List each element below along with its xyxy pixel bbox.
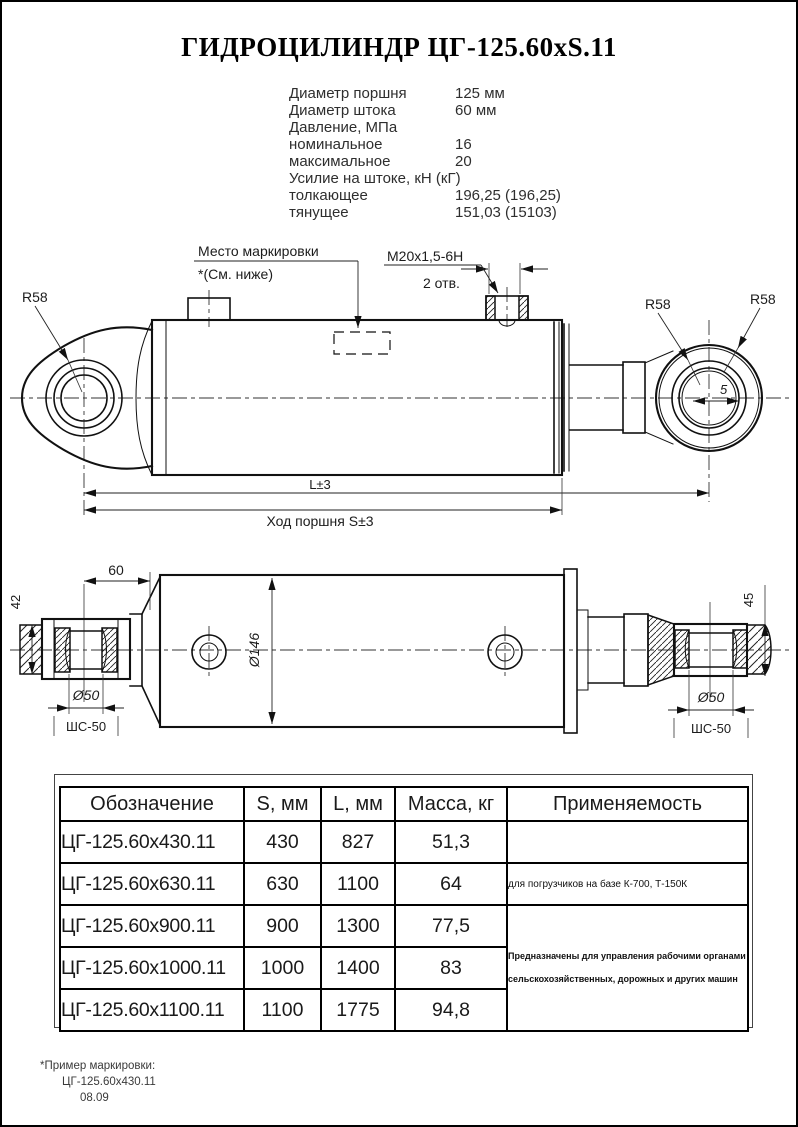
- cell-stroke: 900: [244, 905, 321, 947]
- upper-side-view: [10, 243, 792, 529]
- radius-label-mid: R58: [645, 296, 671, 312]
- spec-value: 60 мм: [455, 102, 497, 119]
- spec-label: Давление, МПа: [289, 119, 398, 136]
- cell-length: 1400: [321, 947, 395, 989]
- dim-45-label: 45: [741, 592, 756, 608]
- dim-5-label: 5: [720, 382, 728, 397]
- annotations: [22, 243, 776, 392]
- length-dimensions: [84, 477, 709, 529]
- rod-eye: [656, 345, 762, 451]
- table-row: [60, 821, 748, 863]
- dia-50-left-label: Ø50: [72, 687, 100, 703]
- bearing-right-label: ШС-50: [690, 721, 732, 736]
- col-header-stroke: S, мм: [244, 787, 321, 821]
- spec-label: Усилие на штоке, кН (кГ): [289, 170, 461, 187]
- cell-mass: 64: [395, 863, 507, 905]
- thread-spec-label: М20х1,5-6Н: [387, 248, 464, 264]
- cell-applicability-loaders: для погрузчиков на базе К-700, Т-150К: [507, 863, 748, 905]
- cell-length: 827: [321, 821, 395, 863]
- cell-length: 1300: [321, 905, 395, 947]
- cell-stroke: 430: [244, 821, 321, 863]
- marking-example-code: ЦГ-125.60х430.11: [62, 1076, 156, 1088]
- spec-label: Диаметр штока: [289, 102, 396, 119]
- cell-designation: ЦГ-125.60х430.11: [60, 821, 244, 863]
- marking-example-title: *Пример маркировки:: [40, 1060, 156, 1072]
- spec-value: 20: [455, 153, 472, 170]
- dim-42-label: 42: [8, 594, 23, 610]
- table-header-row: [60, 787, 748, 821]
- threaded-oil-port: [461, 263, 548, 326]
- cell-mass: 83: [395, 947, 507, 989]
- cell-designation: ЦГ-125.60х1100.11: [60, 989, 244, 1031]
- spec-value: 151,03 (15103): [455, 204, 557, 221]
- spec-label: номинальное: [289, 136, 383, 153]
- marking-place-label: Место маркировки: [198, 243, 319, 259]
- spec-label: Диаметр поршня: [289, 85, 407, 102]
- barrel-section: [160, 575, 564, 727]
- lower-section-view: [8, 562, 790, 738]
- spec-value: 125 мм: [455, 85, 505, 102]
- page-title: ГИДРОЦИЛИНДР ЦГ-125.60хS.11: [181, 32, 617, 62]
- cell-designation: ЦГ-125.60х1000.11: [60, 947, 244, 989]
- cylinder-barrel: [152, 298, 569, 475]
- radius-label-left: R58: [22, 289, 48, 305]
- dim-60-label: 60: [108, 562, 124, 578]
- centerlines: [10, 287, 792, 516]
- rod-eye-section: [564, 569, 771, 733]
- col-header-length: L, мм: [321, 787, 395, 821]
- see-below-note: *(См. ниже): [198, 266, 273, 282]
- cell-applicability-empty: [507, 821, 748, 863]
- col-header-mass: Масса, кг: [395, 787, 507, 821]
- spec-value: 196,25 (196,25): [455, 187, 561, 204]
- dim-l-label: L±3: [309, 477, 331, 492]
- col-header-designation: Обозначение: [60, 787, 244, 821]
- bearing-left-label: ШС-50: [65, 719, 107, 734]
- spec-label: максимальное: [289, 153, 391, 170]
- marking-example: [40, 1058, 156, 1106]
- cell-stroke: 1000: [244, 947, 321, 989]
- table-row: [60, 905, 748, 947]
- cell-applicability-merged: Предназначены для управления рабочими органами сельскохозяйственных, дорожных и других машин: [507, 905, 748, 1031]
- spec-label: толкающее: [289, 187, 368, 204]
- holes-count-label: 2 отв.: [423, 275, 460, 291]
- dia-50-right-label: Ø50: [697, 689, 725, 705]
- cell-mass: 51,3: [395, 821, 507, 863]
- cell-mass: 94,8: [395, 989, 507, 1031]
- cell-stroke: 1100: [244, 989, 321, 1031]
- table-row: [60, 863, 748, 905]
- dia-146-label: Ø146: [246, 632, 262, 668]
- cell-mass: 77,5: [395, 905, 507, 947]
- marking-example-date: 08.09: [80, 1092, 109, 1104]
- cell-length: 1775: [321, 989, 395, 1031]
- model-table: [59, 786, 749, 1032]
- cell-designation: ЦГ-125.60х630.11: [60, 863, 244, 905]
- cell-length: 1100: [321, 863, 395, 905]
- cell-designation: ЦГ-125.60х900.11: [60, 905, 244, 947]
- piston-stroke-label: Ход поршня S±3: [266, 513, 374, 529]
- marking-area-outline: [334, 332, 390, 354]
- spec-label: тянущее: [289, 204, 349, 221]
- spec-value: 16: [455, 136, 472, 153]
- col-header-applicability: Применяемость: [507, 787, 748, 821]
- piston-rod: [570, 351, 673, 444]
- radius-label-right: R58: [750, 291, 776, 307]
- cell-stroke: 630: [244, 863, 321, 905]
